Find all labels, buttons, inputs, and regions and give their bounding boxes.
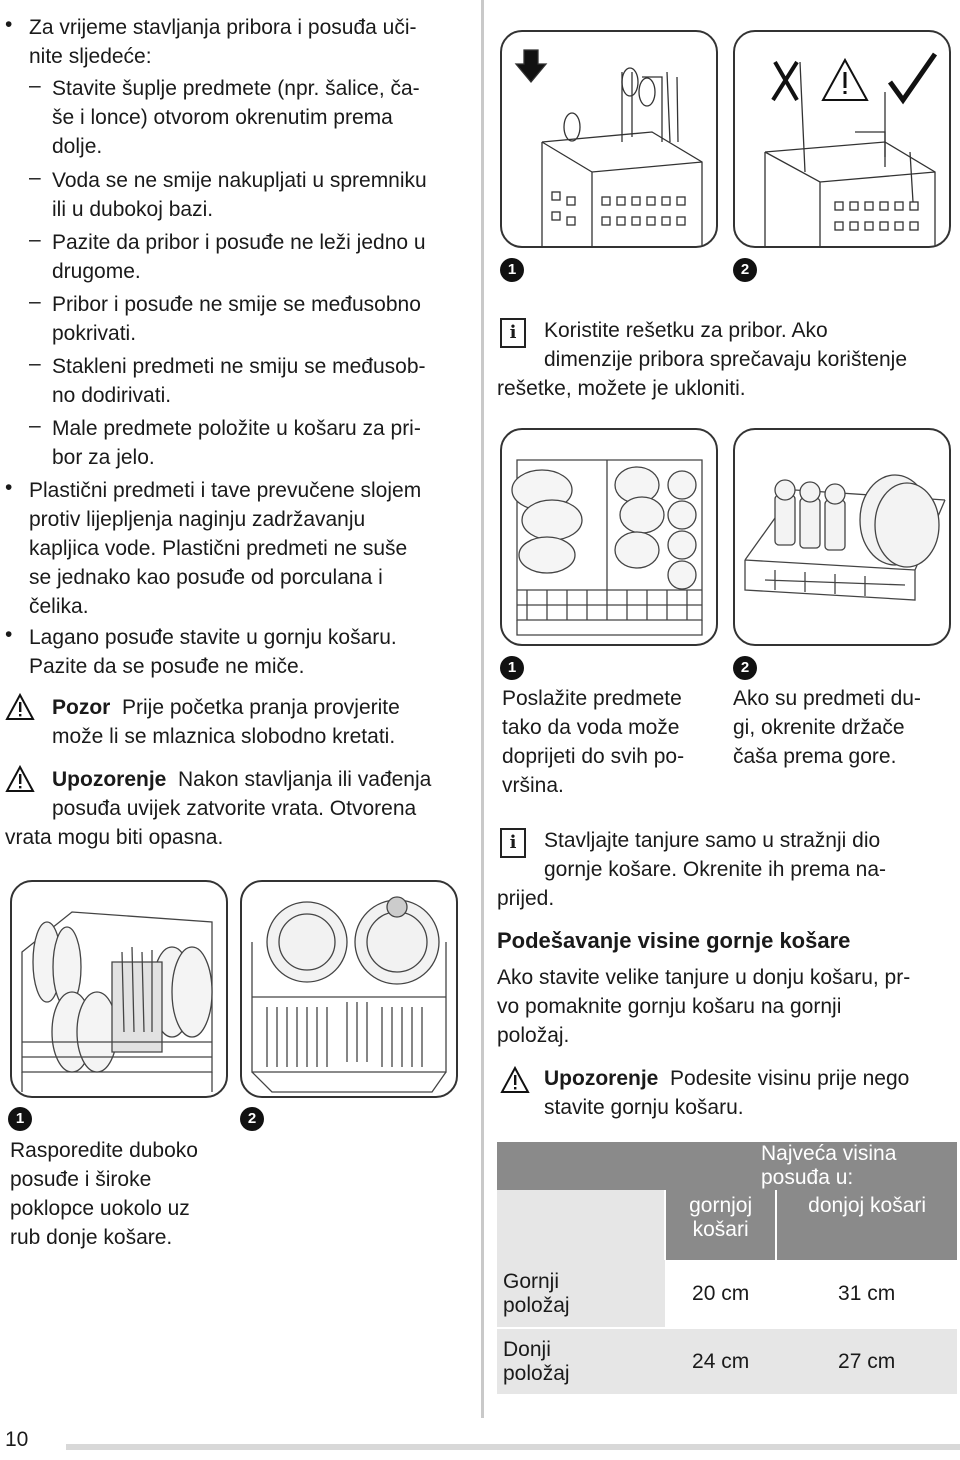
dash-5-text: Stakleni predmeti ne smiju se međusob- no dodirivati.: [52, 355, 426, 407]
row-label: Donji položaj: [503, 1337, 570, 1385]
warning-triangle-icon: [5, 693, 35, 721]
table-cell: 31 cm: [776, 1260, 957, 1328]
dash: –: [29, 74, 41, 97]
dash-3-text: Pazite da pribor i posuđe ne leži jedno u drugome.: [52, 231, 426, 283]
bullet: •: [5, 476, 13, 499]
figure-number-2: 2: [733, 258, 757, 282]
upper-basket-caption-1: Poslažite predmete tako da voda može doprijeti do svih po- vršina.: [502, 687, 685, 797]
dash: –: [29, 414, 41, 437]
footer-rule: [66, 1444, 960, 1450]
table-row: [497, 1260, 957, 1328]
warning-triangle-icon: [5, 765, 35, 793]
table-cell: 24 cm: [692, 1349, 750, 1373]
dash: –: [29, 352, 41, 375]
warning-label: Upozorenje: [544, 1067, 659, 1090]
figure-number-1: 1: [500, 656, 524, 680]
table-cell: 27 cm: [838, 1349, 896, 1373]
upper-basket-image-2: [733, 428, 951, 646]
max-height-table: [497, 1142, 957, 1394]
bullet-2-text: Plastični predmeti i tave prevučene slojem protiv lijepljenja naginju zadržavanju kapljica vode. Plastični predmeti ne suše se jednako kao posuđe od porculana i čelika.: [29, 479, 422, 618]
row-label: Gornji položaj: [503, 1269, 570, 1317]
section-paragraph: Ako stavite velike tanjure u donju košaru, pr- vo pomaknite gornju košaru na gornji položaj.: [497, 966, 911, 1047]
dash: –: [29, 228, 41, 251]
lower-basket-image-1: [10, 880, 228, 1098]
info-icon: i: [500, 828, 526, 858]
col-header-upper: gornjoj košari: [665, 1190, 776, 1260]
warning-label: Upozorenje: [52, 768, 167, 791]
dash-6-text: Male predmete položite u košaru za pri- bor za jelo.: [52, 417, 421, 469]
info-icon: i: [500, 318, 526, 348]
col-header-lower: donjoj košari: [776, 1190, 957, 1260]
bullet-3-text: Lagano posuđe stavite u gornju košaru. Pazite da se posuđe ne miče.: [29, 626, 397, 678]
warning-triangle-icon: [500, 1066, 530, 1094]
lower-basket-image-2: [240, 880, 458, 1098]
section-heading: Podešavanje visine gornje košare: [497, 928, 851, 953]
info-note-2-cont: prijed.: [497, 887, 555, 910]
dash: –: [29, 290, 41, 313]
table-header-row: [497, 1190, 957, 1260]
warning-note: Upozorenje Nakon stavljanja ili vađenja posuđa uvijek zatvorite vrata. Otvorena: [52, 768, 432, 820]
dash-2-text: Voda se ne smije nakupljati u spremniku ili u dubokoj bazi.: [52, 169, 427, 221]
lower-basket-caption: Rasporedite duboko posuđe i široke poklopce uokolo uz rub donje košare.: [10, 1139, 198, 1249]
figure-number-1: 1: [8, 1107, 32, 1131]
table-title-row: [497, 1142, 957, 1190]
cutlery-basket-image-2: [733, 30, 951, 248]
dash: –: [29, 166, 41, 189]
upper-basket-image-1: [500, 428, 718, 646]
table-row: [497, 1328, 957, 1394]
figure-number-1: 1: [500, 258, 524, 282]
bullet-1-text: Za vrijeme stavljanja pribora i posuđa uči- nite sljedeće:: [29, 16, 417, 68]
info-note-2: Stavljajte tanjure samo u stražnji dio gornje košare. Okrenite ih prema na-: [544, 829, 886, 881]
figure-number-2: 2: [240, 1107, 264, 1131]
info-note-1-cont: rešetke, možete je ukloniti.: [497, 377, 746, 400]
warning-note-cont: vrata mogu biti opasna.: [5, 826, 224, 849]
upper-basket-caption-2: Ako su predmeti du- gi, okrenite držače čaša prema gore.: [733, 687, 921, 768]
dash-1-text: Stavite šuplje predmete (npr. šalice, ča- še i lonce) otvorom okrenutim prema dolje.: [52, 77, 420, 158]
dash-4-text: Pribor i posuđe ne smije se međusobno pokrivati.: [52, 293, 421, 345]
column-divider: [481, 0, 484, 1418]
bullet: •: [5, 623, 13, 646]
caution-label: Pozor: [52, 696, 111, 719]
table-title: Najveća visina posuđa u:: [761, 1142, 897, 1189]
figure-number-2: 2: [733, 656, 757, 680]
table-cell: 20 cm: [665, 1260, 776, 1328]
cutlery-basket-image-1: [500, 30, 718, 248]
bullet: •: [5, 13, 13, 36]
page-number: 10: [5, 1428, 29, 1451]
height-warning-note: Upozorenje Podesite visinu prije nego stavite gornju košaru.: [544, 1067, 910, 1119]
caution-note: Pozor Prije početka pranja provjerite može li se mlaznica slobodno kretati.: [52, 696, 400, 748]
info-note-1: Koristite rešetku za pribor. Ako dimenzije pribora sprečavaju korištenje: [544, 319, 908, 371]
